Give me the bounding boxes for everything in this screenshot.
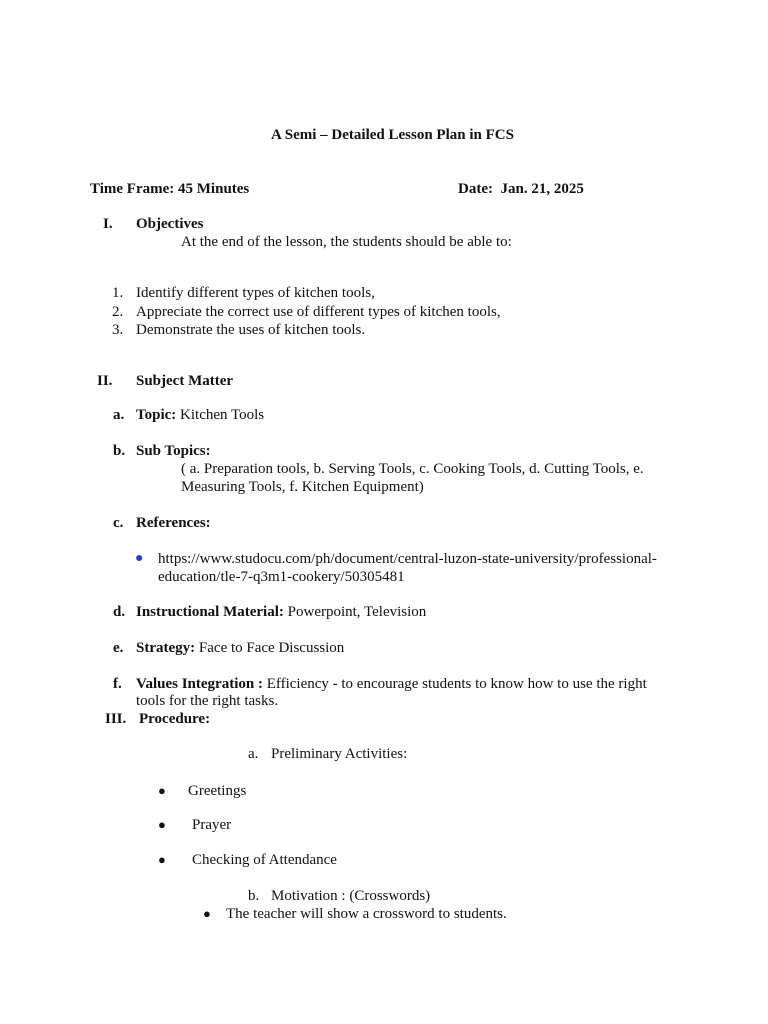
preliminary-letter: a. xyxy=(248,746,259,762)
activity-bullet-icon: ● xyxy=(158,783,166,798)
objective-number: 1. xyxy=(112,285,124,301)
topic-line xyxy=(136,406,264,424)
references-letter: c. xyxy=(113,515,124,531)
material-letter: d. xyxy=(113,604,126,620)
motivation-heading: Motivation : (Crosswords) xyxy=(271,888,431,904)
subject-matter-numeral: II. xyxy=(97,373,113,389)
subtopics-letter: b. xyxy=(113,443,126,459)
topic-label: Topic: xyxy=(136,407,177,423)
preliminary-heading: Preliminary Activities: xyxy=(271,746,408,762)
objective-item: Identify different types of kitchen tools, xyxy=(136,285,375,301)
objective-number: 2. xyxy=(112,304,124,320)
values-value: Efficiency - to encourage students to know how to use the right xyxy=(262,676,647,692)
subtopics-text: Measuring Tools, f. Kitchen Equipment) xyxy=(181,479,424,495)
strategy-line xyxy=(136,639,344,657)
activity-bullet-icon: ● xyxy=(158,817,166,832)
values-line xyxy=(136,675,647,693)
material-line xyxy=(136,603,426,621)
topic-value: Kitchen Tools xyxy=(176,407,265,423)
objective-number: 3. xyxy=(112,322,124,338)
strategy-label: Strategy: xyxy=(136,640,196,656)
reference-bullet-icon: ● xyxy=(135,551,144,566)
material-label: Instructional Material: xyxy=(136,604,284,620)
values-text: tools for the right tasks. xyxy=(136,693,279,709)
topic-letter: a. xyxy=(113,407,125,423)
reference-link[interactable]: education/tle-7-q3m1-cookery/50305481 xyxy=(158,569,405,585)
reference-link[interactable]: https://www.studocu.com/ph/document/central-luzon-state-university/professional- xyxy=(158,551,657,567)
document-title: A Semi – Detailed Lesson Plan in FCS xyxy=(271,127,514,143)
objectives-intro: At the end of the lesson, the students should be able to: xyxy=(181,234,512,250)
material-value: Powerpoint, Television xyxy=(283,604,427,620)
values-letter: f. xyxy=(113,676,122,692)
motivation-item: The teacher will show a crossword to students. xyxy=(226,906,507,922)
objectives-numeral: I. xyxy=(103,216,113,232)
lesson-date: Date: Jan. 21, 2025 xyxy=(458,181,584,197)
procedure-heading: Procedure: xyxy=(139,711,211,727)
time-frame: Time Frame: 45 Minutes xyxy=(90,181,250,197)
references-label: References: xyxy=(136,515,211,531)
subtopics-text: ( a. Preparation tools, b. Serving Tools, c. Cooking Tools, d. Cutting Tools, e. xyxy=(181,461,644,477)
objective-item: Appreciate the correct use of different types of kitchen tools, xyxy=(136,304,501,320)
objectives-heading: Objectives xyxy=(136,216,204,232)
activity-item: Prayer xyxy=(192,817,232,833)
subject-matter-heading: Subject Matter xyxy=(136,373,234,389)
strategy-value: Face to Face Discussion xyxy=(195,640,345,656)
objective-item: Demonstrate the uses of kitchen tools. xyxy=(136,322,366,338)
strategy-letter: e. xyxy=(113,640,124,656)
values-label: Values Integration : xyxy=(136,676,263,692)
activity-bullet-icon: ● xyxy=(158,852,166,867)
procedure-numeral: III. xyxy=(105,711,127,727)
motivation-letter: b. xyxy=(248,888,260,904)
activity-item: Greetings xyxy=(188,783,247,799)
motivation-bullet-icon: ● xyxy=(203,906,211,921)
subtopics-label: Sub Topics: xyxy=(136,443,211,459)
activity-item: Checking of Attendance xyxy=(192,852,337,868)
